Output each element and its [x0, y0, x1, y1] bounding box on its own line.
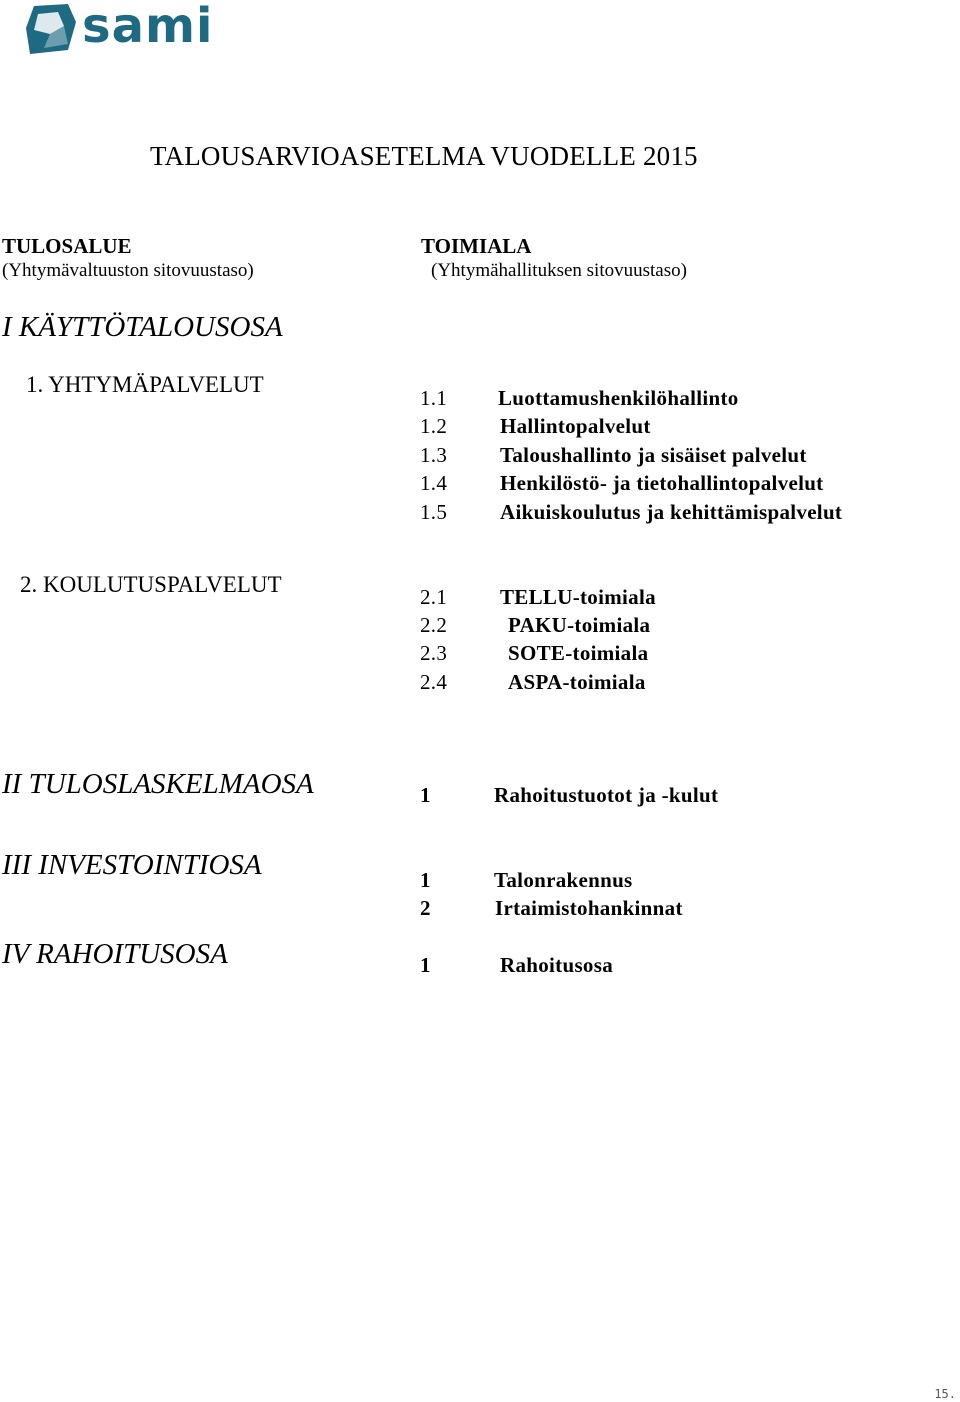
- list-item: 1 Rahoitustuotot ja -kulut: [420, 783, 719, 807]
- list-item: 1.2 Hallintopalvelut: [420, 414, 651, 438]
- sami-logo: [24, 0, 224, 56]
- left-column-heading: TULOSALUE: [2, 234, 132, 258]
- list-item: 1 Rahoitusosa: [420, 953, 613, 977]
- list-item: 1.1 Luottamushenkilöhallinto: [420, 386, 739, 410]
- page-number: 15.: [934, 1387, 956, 1401]
- left-column-subheading: (Yhtymävaltuuston sitovuustaso): [2, 260, 254, 281]
- group-label-yhtymapalvelut: 1. YHTYMÄPALVELUT: [26, 372, 264, 397]
- list-item: 2 Irtaimistohankinnat: [420, 896, 683, 920]
- right-column-subheading: (Yhtymähallituksen sitovuustaso): [431, 260, 687, 281]
- list-item: 1.3 Taloushallinto ja sisäiset palvelut: [420, 443, 807, 467]
- list-item: 2.1 TELLU-toimiala: [420, 585, 656, 609]
- list-item: 1.5 Aikuiskoulutus ja kehittämispalvelut: [420, 500, 843, 524]
- logo-wordmark: sami: [82, 0, 214, 54]
- list-item: 1 Talonrakennus: [420, 868, 633, 892]
- list-item: 2.2 PAKU-toimiala: [420, 613, 651, 637]
- section-title-investointi: III INVESTOINTIOSA: [2, 849, 262, 881]
- list-item: 1.4 Henkilöstö- ja tietohallintopalvelut: [420, 471, 824, 495]
- section-title-rahoitus: IV RAHOITUSOSA: [2, 938, 228, 970]
- document-title: TALOUSARVIOASETELMA VUODELLE 2015: [150, 141, 698, 171]
- list-item: 2.4 ASPA-toimiala: [420, 670, 646, 694]
- group-label-koulutuspalvelut: 2. KOULUTUSPALVELUT: [20, 572, 282, 597]
- section-title-kayttotalous: I KÄYTTÖTALOUSOSA: [2, 311, 283, 343]
- sami-logo-mark-icon: [24, 4, 80, 56]
- list-item: 2.3 SOTE-toimiala: [420, 641, 649, 665]
- right-column-heading: TOIMIALA: [421, 234, 532, 258]
- section-title-tuloslaskelma: II TULOSLASKELMAOSA: [2, 768, 314, 800]
